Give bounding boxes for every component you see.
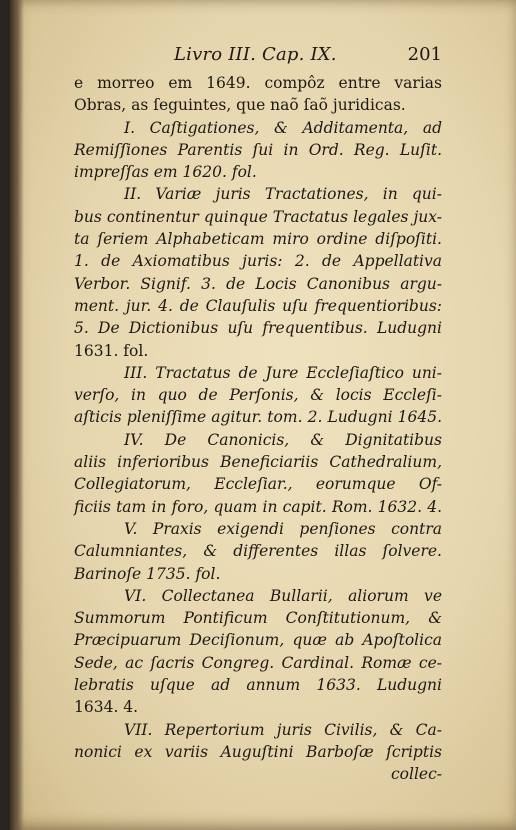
entry-title-line: VII. Repertorium juris Civilis, & Ca- — [124, 720, 442, 739]
text-line: Calumniantes, & differentes illas ſolvere. — [74, 542, 442, 561]
text-line: Summorum Pontificum Conſtitutionum, & — [74, 609, 442, 628]
text-line: 5. De Dictionibus uſu frequentibus. Ludugni — [74, 319, 442, 338]
entry-title-line: V. Praxis exigendi penſiones contra — [124, 519, 442, 538]
entry-title-line: VI. Collectanea Bullarii, aliorum ve — [124, 586, 442, 605]
text-line: e morreo em 1649. compôz entre varias — [74, 74, 442, 92]
page-number: 201 — [407, 44, 442, 65]
text-line: nonici ex variis Auguſtini Barboſæ ſcriptis — [74, 742, 442, 761]
entry-title-line: III. Tractatus de Jure Eccleſiaſtico uni- — [124, 363, 442, 382]
text-line: 1634. 4. — [74, 698, 139, 717]
entry-title-line: I. Caſtigationes, & Additamenta, ad — [124, 118, 442, 137]
entry-title-line: IV. De Canonicis, & Dignitatibus — [124, 430, 442, 449]
text-line: Verbor. Signif. 3. de Locis Canonibus argu- — [74, 274, 442, 293]
text-line: ficiis tam in foro, quam in capit. Rom. 1632. 4. — [74, 497, 442, 516]
text-line: aſticis pleniſſime agitur. tom. 2. Ludugni 1645. — [74, 408, 442, 427]
page-gutter-shadow — [10, 0, 24, 830]
running-head: Livro III. Cap. IX. — [174, 44, 337, 65]
text-line: Collegiatorum, Eccleſiar., eorumque Of- — [74, 475, 442, 494]
entry-title-line: II. Variæ juris Tractationes, in qui- — [124, 185, 442, 204]
text-line: Sede, ac ſacris Congreg. Cardinal. Romæ ce- — [74, 653, 442, 672]
text-line: 1631. fol. — [74, 341, 149, 360]
text-line: Obras, as ſeguintes, que naõ ſaõ juridicas. — [74, 96, 406, 115]
catchword: collec- — [390, 765, 442, 784]
text-line: ment. jur. 4. de Clauſulis uſu frequentioribus: — [74, 296, 442, 315]
text-line: bus continentur quinque Tractatus legales jux- — [74, 207, 442, 226]
text-line: ta ſeriem Alphabeticam miro ordine diſpoſiti. — [74, 230, 442, 249]
text-line: verſo, in quo de Perſonis, & locis Eccleſi- — [74, 386, 442, 405]
text-line: Barinoſe 1735. fol. — [74, 564, 221, 583]
text-line: lebratis uſque ad annum 1633. Ludugni — [74, 676, 442, 695]
text-line: impreſſas em 1620. fol. — [74, 163, 257, 182]
page-header — [74, 40, 442, 70]
text-line: 1. de Axiomatibus juris: 2. de Appellativa — [74, 252, 442, 271]
book-page — [10, 0, 516, 830]
text-line: Remiſſiones Parentis ſui in Ord. Reg. Luſit. — [74, 140, 442, 159]
text-line: aliis inferioribus Beneficiariis Cathedralium, — [74, 453, 442, 472]
text-line: Præcipuarum Deciſionum, quæ ab Apoſtolica — [74, 631, 442, 650]
page-text-block — [74, 40, 442, 786]
